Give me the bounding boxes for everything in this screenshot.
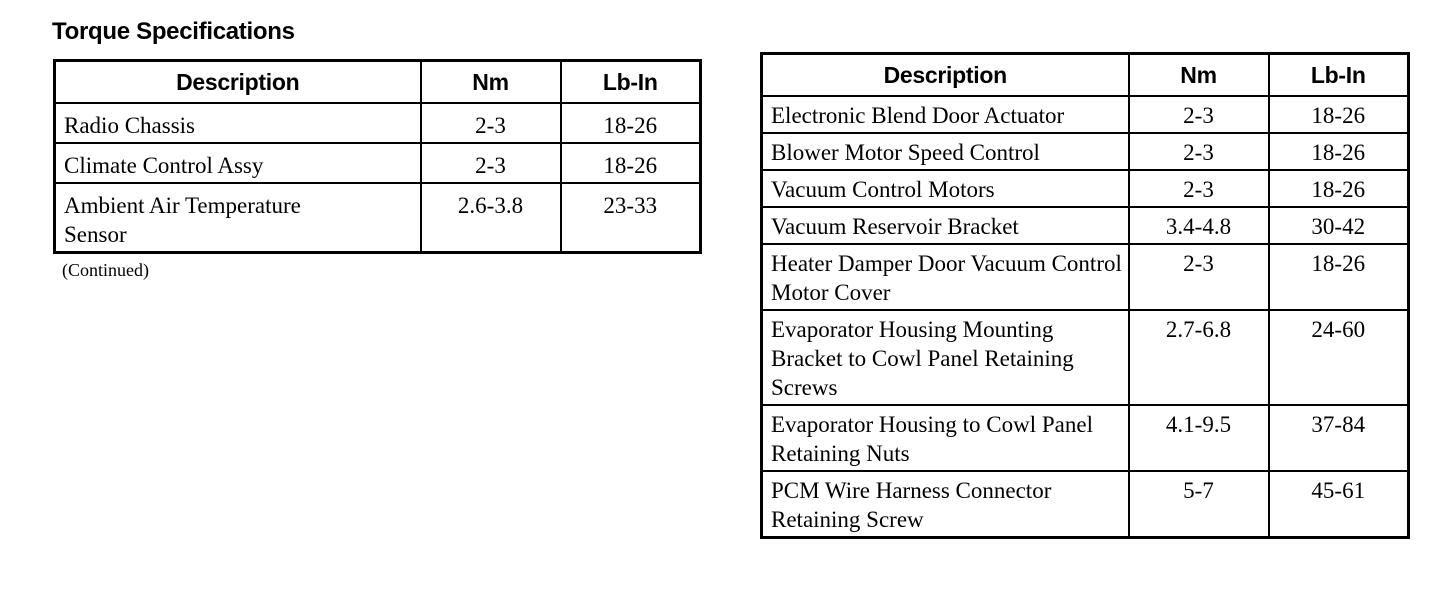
row-lb-in: 24-60 (1269, 310, 1409, 405)
table-row (762, 405, 1409, 471)
column-header-nm: Nm (421, 61, 561, 104)
table-row (762, 207, 1409, 244)
row-nm: 5-7 (1129, 471, 1269, 538)
table-header-row (55, 61, 701, 104)
row-nm: 3.4-4.8 (1129, 207, 1269, 244)
table-row (762, 244, 1409, 310)
row-nm: 2-3 (1129, 133, 1269, 170)
row-description: Evaporator Housing Mounting Bracket to Cowl Panel Retaining Screws (762, 310, 1129, 405)
row-lb-in: 18-26 (561, 103, 701, 143)
page-title: Torque Specifications (52, 18, 295, 45)
table-row (55, 143, 701, 183)
row-nm: 2-3 (1129, 170, 1269, 207)
table-header-row (762, 54, 1409, 97)
column-header-description: Description (762, 54, 1129, 97)
row-description: Ambient Air Temperature Sensor (55, 183, 421, 253)
continued-note: (Continued) (62, 260, 149, 280)
table-row (762, 471, 1409, 538)
row-nm: 2-3 (421, 143, 561, 183)
row-lb-in: 23-33 (561, 183, 701, 253)
row-lb-in: 37-84 (1269, 405, 1409, 471)
row-description: Climate Control Assy (55, 143, 421, 183)
row-description: Radio Chassis (55, 103, 421, 143)
row-lb-in: 18-26 (1269, 244, 1409, 310)
row-lb-in: 18-26 (1269, 96, 1409, 133)
row-lb-in: 18-26 (1269, 170, 1409, 207)
column-header-lb-in: Lb-In (1269, 54, 1409, 97)
row-description: Evaporator Housing to Cowl Panel Retaining Nuts (762, 405, 1129, 471)
row-description: Vacuum Control Motors (762, 170, 1129, 207)
column-header-nm: Nm (1129, 54, 1269, 97)
row-description: Blower Motor Speed Control (762, 133, 1129, 170)
column-header-lb-in: Lb-In (561, 61, 701, 104)
torque-table-left (53, 59, 702, 254)
row-nm: 4.1-9.5 (1129, 405, 1269, 471)
table-row (55, 183, 701, 253)
row-nm: 2-3 (1129, 96, 1269, 133)
row-nm: 2.6-3.8 (421, 183, 561, 253)
row-description: Electronic Blend Door Actuator (762, 96, 1129, 133)
row-lb-in: 45-61 (1269, 471, 1409, 538)
row-description: PCM Wire Harness Connector Retaining Screw (762, 471, 1129, 538)
table-row (762, 310, 1409, 405)
table-row (55, 103, 701, 143)
table-row (762, 133, 1409, 170)
row-lb-in: 18-26 (561, 143, 701, 183)
torque-table-right (760, 52, 1410, 539)
table-row (762, 170, 1409, 207)
table-row (762, 96, 1409, 133)
row-nm: 2-3 (1129, 244, 1269, 310)
row-nm: 2-3 (421, 103, 561, 143)
row-nm: 2.7-6.8 (1129, 310, 1269, 405)
row-lb-in: 30-42 (1269, 207, 1409, 244)
row-description: Vacuum Reservoir Bracket (762, 207, 1129, 244)
row-lb-in: 18-26 (1269, 133, 1409, 170)
row-description: Heater Damper Door Vacuum Control Motor Cover (762, 244, 1129, 310)
column-header-description: Description (55, 61, 421, 104)
